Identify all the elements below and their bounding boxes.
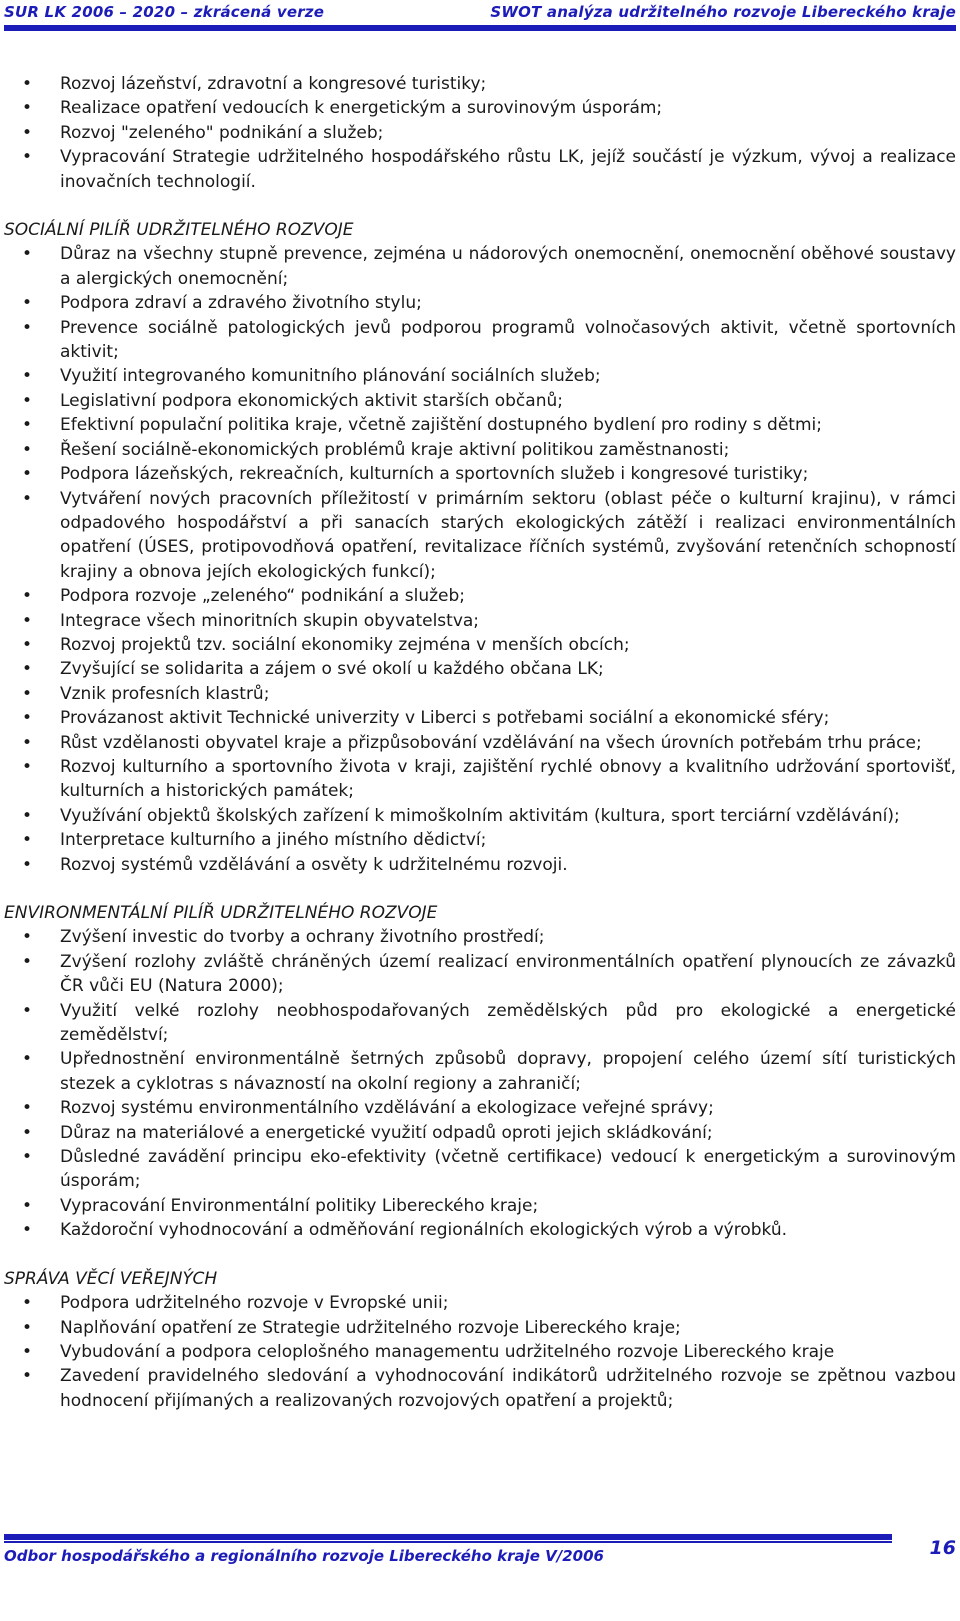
list-item: • Podpora lázeňských, rekreačních, kulturních a sportovních služeb i kongresové turistiky; [4,462,956,486]
list-item: • Interpretace kulturního a jiného místního dědictví; [4,828,956,852]
list-item: • Každoroční vyhodnocování a odměňování regionálních ekologických výrob a výrobků. [4,1218,956,1242]
list-item: • Vytváření nových pracovních příležitostí v primárním sektoru (oblast péče o kulturní krajinu), v rámci odpadového hospodářství a při sanacích starých ekologických zátěží i realizaci environmentálních opatření (ÚSES, protipovodňová opatření, revitalizace říčních systémů, zvyšování retenčních schopností krajiny a obnova jejích ekologických funkcí); [4,487,956,585]
list-item: • Prevence sociálně patologických jevů podporou programů volnočasových aktivit, včetně sportovních aktivit; [4,316,956,365]
list-item: • Podpora rozvoje „zeleného“ podnikání a služeb; [4,584,956,608]
list-item: • Rozvoj lázeňství, zdravotní a kongresové turistiky; [4,72,956,96]
header-left-title: SUR LK 2006 – 2020 – zkrácená verze [4,3,325,21]
list-item: • Vznik profesních klastrů; [4,682,956,706]
list-item: • Upřednostnění environmentálně šetrných způsobů dopravy, propojení celého území sítí turistických stezek a cyklotras s návazností na okolní regiony a zahraničí; [4,1047,956,1096]
list-item: • Legislativní podpora ekonomických aktivit starších občanů; [4,389,956,413]
environmental-list [4,925,956,1242]
list-item: • Rozvoj kulturního a sportovního života v kraji, zajištění rychlé obnovy a kvalitního udržování sportovišť, kulturních a historických památek; [4,755,956,804]
page-header [4,3,956,21]
section-heading-public-affairs: SPRÁVA VĚCÍ VEŘEJNÝCH [4,1268,218,1289]
list-item: • Využívání objektů školských zařízení k mimoškolním aktivitám (kultura, sport terciární vzdělávání); [4,804,956,828]
document-body [4,72,956,1413]
list-item: • Růst vzdělanosti obyvatel kraje a přizpůsobování vzdělávání na všech úrovních potřebám trhu práce; [4,731,956,755]
footer-rule-thin [4,1541,892,1543]
list-item: • Zvyšující se solidarita a zájem o své okolí u každého občana LK; [4,657,956,681]
section-heading-social: SOCIÁLNÍ PILÍŘ UDRŽITELNÉHO ROZVOJE [4,220,354,241]
spacer [4,194,956,218]
list-item: • Realizace opatření vedoucích k energetickým a surovinovým úsporám; [4,96,956,120]
list-item: • Důraz na všechny stupně prevence, zejména u nádorových onemocnění, onemocnění oběhové soustavy a alergických onemocnění; [4,242,956,291]
list-item: • Důsledné zavádění principu eko-efektivity (včetně certifikace) vedoucí k energetickým a surovinovým úsporám; [4,1145,956,1194]
list-item: • Provázanost aktivit Technické univerzity v Liberci s potřebami sociální a ekonomické sféry; [4,706,956,730]
list-item: • Rozvoj systému environmentálního vzdělávání a ekologizace veřejné správy; [4,1096,956,1120]
header-rule [4,25,956,31]
list-item: • Podpora udržitelného rozvoje v Evropské unii; [4,1291,956,1315]
spacer [4,877,956,901]
social-list [4,242,956,877]
list-item: • Integrace všech minoritních skupin obyvatelstva; [4,609,956,633]
intro-list [4,72,956,194]
list-item: • Využití integrovaného komunitního plánování sociálních služeb; [4,364,956,388]
page-number: 16 [929,1537,956,1559]
list-item: • Rozvoj systémů vzdělávání a osvěty k udržitelnému rozvoji. [4,853,956,877]
list-item: • Naplňování opatření ze Strategie udržitelného rozvoje Libereckého kraje; [4,1316,956,1340]
list-item: • Využití velké rozlohy neobhospodařovaných zemědělských půd pro ekologické a energetické zemědělství; [4,999,956,1048]
list-item: • Rozvoj "zeleného" podnikání a služeb; [4,121,956,145]
list-item: • Podpora zdraví a zdravého životního stylu; [4,291,956,315]
list-item: • Efektivní populační politika kraje, včetně zajištění dostupného bydlení pro rodiny s dětmi; [4,413,956,437]
spacer [4,1243,956,1267]
header-right-title: SWOT analýza udržitelného rozvoje Libereckého kraje [490,3,956,21]
list-item: • Řešení sociálně-ekonomických problémů kraje aktivní politikou zaměstnanosti; [4,438,956,462]
list-item: • Zvýšení rozlohy zvláště chráněných území realizací environmentálních opatření plynoucích ze závazků ČR vůči EU (Natura 2000); [4,950,956,999]
list-item: • Vypracování Strategie udržitelného hospodářského růstu LK, jejíž součástí je výzkum, vývoj a realizace inovačních technologií. [4,145,956,194]
list-item: • Vypracování Environmentální politiky Libereckého kraje; [4,1194,956,1218]
public-affairs-list [4,1291,956,1413]
list-item: • Důraz na materiálové a energetické využití odpadů oproti jejich skládkování; [4,1121,956,1145]
list-item: • Rozvoj projektů tzv. sociální ekonomiky zejména v menších obcích; [4,633,956,657]
list-item: • Zavedení pravidelného sledování a vyhodnocování indikátorů udržitelného rozvoje se zpětnou vazbou hodnocení přijímaných a realizovaných rozvojových opatření a projektů; [4,1364,956,1413]
list-item: • Vybudování a podpora celoplošného managementu udržitelného rozvoje Libereckého kraje [4,1340,956,1364]
footer-text: Odbor hospodářského a regionálního rozvoje Libereckého kraje V/2006 [4,1547,604,1565]
footer-rule [4,1534,892,1540]
section-heading-environmental: ENVIRONMENTÁLNÍ PILÍŘ UDRŽITELNÉHO ROZVOJE [4,903,438,923]
list-item: • Zvýšení investic do tvorby a ochrany životního prostředí; [4,925,956,949]
